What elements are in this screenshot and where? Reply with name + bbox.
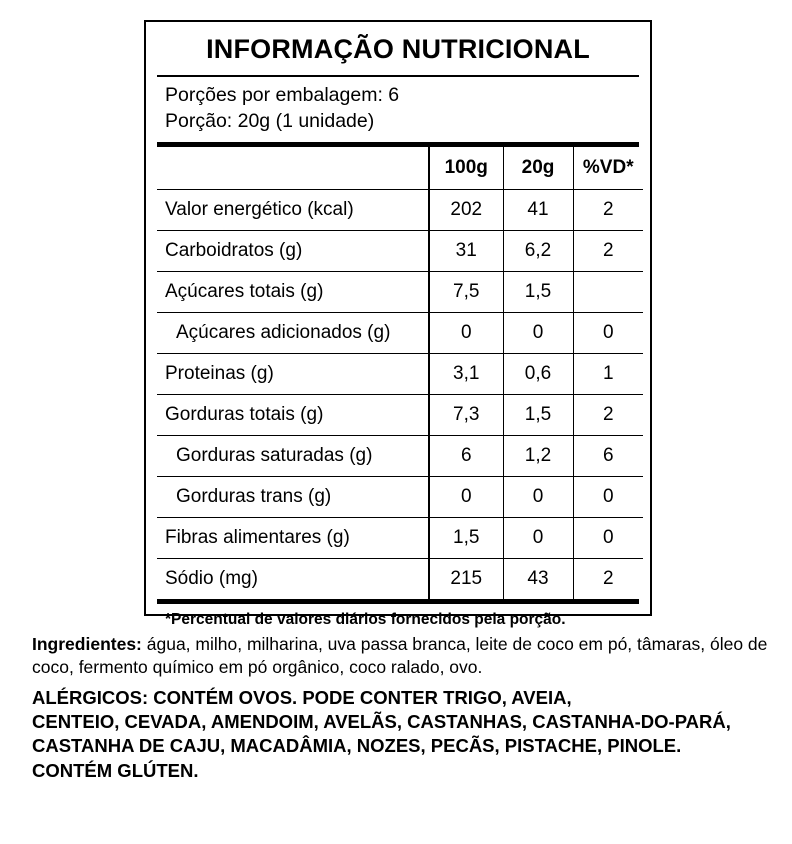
nutrient-value-portion: 1,2 — [503, 435, 573, 476]
column-header-dv: %VD* — [573, 147, 643, 190]
nutrient-value-100g: 7,5 — [429, 271, 503, 312]
nutrient-value-dv: 0 — [573, 312, 643, 353]
nutrient-name: Sódio (mg) — [157, 558, 429, 599]
nutrient-value-dv: 2 — [573, 558, 643, 599]
ingredients-label: Ingredientes: — [32, 634, 142, 654]
allergens-text — [32, 686, 776, 784]
table-row — [157, 517, 643, 558]
nutrient-value-portion: 1,5 — [503, 394, 573, 435]
allergen-line: CENTEIO, CEVADA, AMENDOIM, AVELÃS, CASTANHAS, CASTANHA-DO-PARÁ, — [32, 710, 731, 732]
nutrient-value-dv: 2 — [573, 189, 643, 230]
nutrient-name: Valor energético (kcal) — [157, 189, 429, 230]
nutrient-name: Açúcares adicionados (g) — [157, 312, 429, 353]
nutrition-table — [157, 147, 643, 599]
table-row — [157, 271, 643, 312]
nutrient-name: Carboidratos (g) — [157, 230, 429, 271]
nutrient-value-portion: 6,2 — [503, 230, 573, 271]
nutrient-name: Proteinas (g) — [157, 353, 429, 394]
nutrition-facts-panel — [144, 20, 652, 628]
nutrient-name: Gorduras totais (g) — [157, 394, 429, 435]
nutrient-value-portion: 43 — [503, 558, 573, 599]
nutrient-value-dv: 0 — [573, 517, 643, 558]
nutrient-value-100g: 202 — [429, 189, 503, 230]
nutrient-value-100g: 3,1 — [429, 353, 503, 394]
nutrient-value-dv: 6 — [573, 435, 643, 476]
nutrient-value-portion: 0,6 — [503, 353, 573, 394]
table-row — [157, 558, 643, 599]
daily-value-footnote: *Percentual de valores diários fornecidos pela porção. — [165, 610, 566, 628]
nutrient-value-dv: 1 — [573, 353, 643, 394]
column-header-100g: 100g — [429, 147, 503, 190]
nutrient-value-100g: 0 — [429, 312, 503, 353]
nutrient-value-dv: 2 — [573, 230, 643, 271]
nutrient-value-dv: 2 — [573, 394, 643, 435]
nutrition-table-body — [157, 189, 643, 599]
nutrient-value-portion: 1,5 — [503, 271, 573, 312]
allergen-line: CONTÉM GLÚTEN. — [32, 759, 199, 781]
servings-info — [157, 77, 639, 142]
allergen-line: ALÉRGICOS: CONTÉM OVOS. PODE CONTER TRIGO, AVEIA, — [32, 686, 572, 708]
nutrient-value-100g: 1,5 — [429, 517, 503, 558]
allergen-line: CASTANHA DE CAJU, MACADÂMIA, NOZES, PECÃS, PISTACHE, PINOLE. — [32, 735, 682, 757]
nutrient-value-portion: 0 — [503, 517, 573, 558]
nutrient-value-portion: 41 — [503, 189, 573, 230]
column-header-name — [157, 147, 429, 190]
table-row — [157, 476, 643, 517]
nutrient-value-100g: 0 — [429, 476, 503, 517]
nutrient-value-100g: 215 — [429, 558, 503, 599]
table-row — [157, 353, 643, 394]
nutrition-table-wrap — [157, 147, 639, 599]
servings-per-package: Porções por embalagem: 6 — [165, 84, 400, 106]
table-row — [157, 312, 643, 353]
nutrient-value-100g: 31 — [429, 230, 503, 271]
table-header-row — [157, 147, 643, 190]
column-header-portion: 20g — [503, 147, 573, 190]
table-row — [157, 230, 643, 271]
nutrient-name: Gorduras saturadas (g) — [157, 435, 429, 476]
ingredients-text — [32, 633, 776, 680]
page-title: INFORMAÇÃO NUTRICIONAL — [206, 34, 590, 64]
nutrient-value-portion: 0 — [503, 476, 573, 517]
nutrient-name: Gorduras trans (g) — [157, 476, 429, 517]
nutrient-name: Açúcares totais (g) — [157, 271, 429, 312]
ingredients-section — [32, 633, 776, 783]
nutrient-value-100g: 6 — [429, 435, 503, 476]
table-row — [157, 435, 643, 476]
nutrient-value-portion: 0 — [503, 312, 573, 353]
nutrient-name: Fibras alimentares (g) — [157, 517, 429, 558]
ingredients-list: água, milho, milharina, uva passa branca, leite de coco em pó, tâmaras, óleo de coco, fermento químico em pó orgânico, coco ralado, ovo. — [32, 634, 768, 678]
table-row — [157, 189, 643, 230]
nutrient-value-dv — [573, 271, 643, 312]
serving-size: Porção: 20g (1 unidade) — [165, 109, 375, 132]
table-row — [157, 394, 643, 435]
nutrient-value-100g: 7,3 — [429, 394, 503, 435]
nutrient-value-dv: 0 — [573, 476, 643, 517]
